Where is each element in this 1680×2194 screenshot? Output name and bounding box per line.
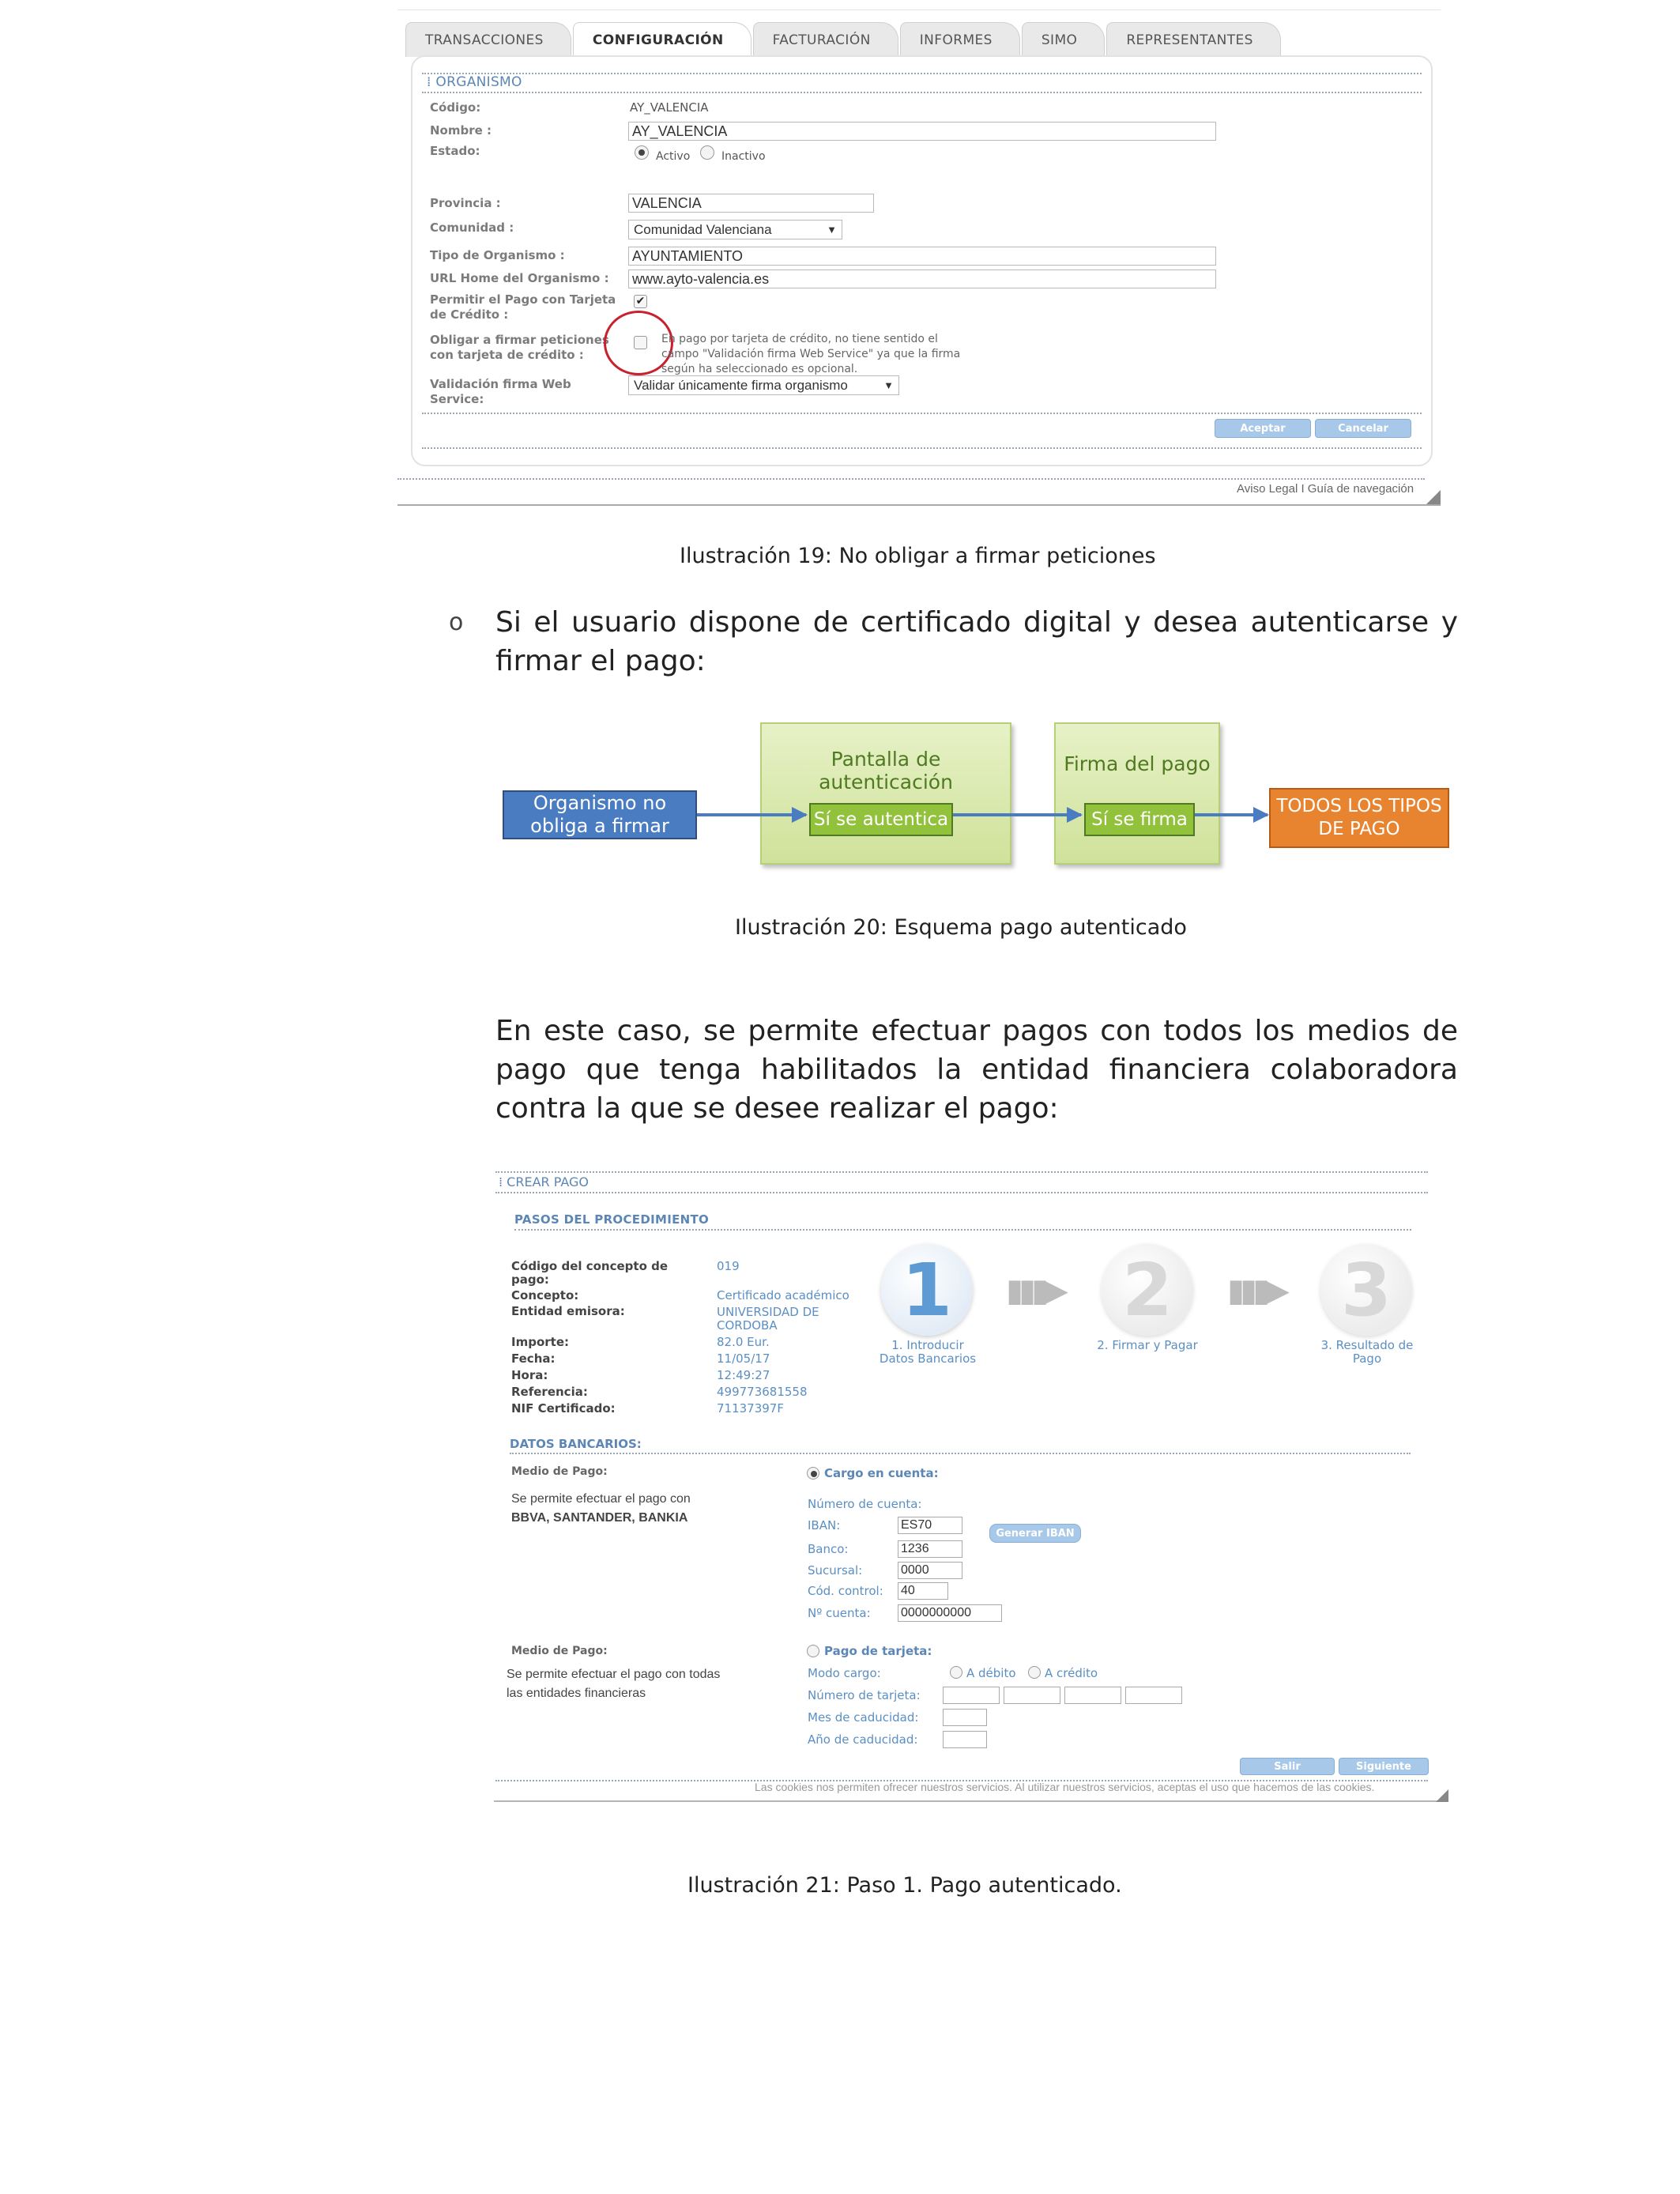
cuenta-note-2: BBVA, SANTANDER, BANKIA: [511, 1511, 688, 1525]
step-arrow-icon: ▮▮▮▶: [1227, 1272, 1285, 1309]
resize-grip-icon: [1426, 490, 1441, 504]
siguiente-button[interactable]: Siguiente: [1339, 1758, 1429, 1775]
numero-cuenta-label: Número de cuenta:: [808, 1497, 922, 1511]
numero-cuenta-input[interactable]: 0000000000: [898, 1604, 1002, 1622]
section-title: [427, 74, 522, 90]
estado-inactivo-label: Inactivo: [721, 150, 766, 163]
fecha-label: Fecha:: [511, 1351, 556, 1366]
validacion-label-1: Validación firma Web: [430, 377, 571, 391]
permitir-checkbox[interactable]: ✔: [634, 295, 647, 308]
datos-bancarios-title: DATOS BANCARIOS:: [510, 1437, 642, 1451]
step-1-label-2: Datos Bancarios: [879, 1351, 977, 1366]
control-input[interactable]: 40: [898, 1582, 948, 1600]
tarjeta-part-4-input[interactable]: [1125, 1687, 1182, 1704]
header-divider: [495, 1192, 1428, 1193]
cancel-button[interactable]: Cancelar: [1315, 419, 1411, 438]
sucursal-input[interactable]: 0000: [898, 1562, 962, 1579]
obligar-label-1: Obligar a firmar peticiones: [430, 333, 609, 347]
panel-divider: [422, 73, 1422, 74]
step-3-label-2: Pago: [1352, 1351, 1382, 1366]
codigo-value: AY_VALENCIA: [630, 100, 709, 115]
datos-divider: [510, 1453, 1411, 1454]
tipo-organismo-label: Tipo de Organismo :: [430, 248, 565, 262]
a-credito-radio[interactable]: [1028, 1666, 1041, 1679]
paragraph-line-2: pago que tenga habilitados la entidad financiera colaboradora: [495, 1054, 1458, 1086]
a-credito-label: A crédito: [1045, 1666, 1098, 1680]
panel-divider: [422, 92, 1422, 93]
validacion-select[interactable]: [628, 375, 899, 395]
dropdown-arrow-icon: ▼: [883, 379, 894, 391]
obligar-note-3: según ha seleccionado es opcional.: [661, 363, 858, 375]
nif-label: NIF Certificado:: [511, 1401, 616, 1416]
steps-title: PASOS DEL PROCEDIMIENTO: [514, 1212, 710, 1227]
cargo-cuenta-radio[interactable]: [807, 1467, 819, 1480]
step-arrow-icon: ▮▮▮▶: [1006, 1272, 1064, 1309]
tipo-organismo-input[interactable]: AYUNTAMIENTO: [628, 247, 1216, 266]
cookies-notice: Las cookies nos permiten ofrecer nuestros servicios. Al utilizar nuestros servicios, aceptas el uso que hacemos de las cookies.: [755, 1781, 1375, 1793]
banco-label: Banco:: [808, 1542, 849, 1556]
medio-pago-label: Medio de Pago:: [511, 1465, 608, 1478]
start-box-line-1: Organismo no: [533, 792, 667, 814]
diagram-arrows: [490, 718, 1462, 876]
url-label: URL Home del Organismo :: [430, 271, 609, 285]
tab-representantes[interactable]: REPRESENTANTES: [1106, 22, 1281, 57]
sucursal-label: Sucursal:: [808, 1563, 863, 1578]
a-debito-label: A débito: [966, 1666, 1016, 1680]
a-debito-radio[interactable]: [950, 1666, 962, 1679]
sign-payment-title: Firma del pago: [1064, 752, 1211, 775]
nif-value: 71137397F: [717, 1401, 784, 1416]
cargo-cuenta-label: Cargo en cuenta:: [824, 1466, 939, 1480]
screenshot-crear-pago: [494, 1168, 1454, 1804]
modo-cargo-label: Modo cargo:: [808, 1666, 881, 1680]
step-3-icon: 3: [1320, 1244, 1412, 1336]
numero-cuenta-field-label: Nº cuenta:: [808, 1606, 871, 1620]
concepto-value: Certificado académico: [717, 1288, 849, 1302]
tab-configuracion[interactable]: CONFIGURACIÓN: [573, 22, 751, 57]
grip-icon: ⁞: [427, 74, 436, 90]
organismo-panel: [411, 55, 1433, 466]
caption-20: Ilustración 20: Esquema pago autenticado: [735, 915, 1187, 940]
comunidad-select-value: Comunidad Valenciana: [634, 221, 772, 237]
numero-tarjeta-label: Número de tarjeta:: [808, 1688, 921, 1702]
pago-tarjeta-radio[interactable]: [807, 1645, 819, 1657]
tab-facturacion[interactable]: FACTURACIÓN: [753, 22, 898, 57]
crear-pago-title-text: CREAR PAGO: [507, 1174, 589, 1189]
validacion-label-2: Service:: [430, 392, 484, 406]
tarjeta-part-3-input[interactable]: [1064, 1687, 1121, 1704]
estado-activo-label: Activo: [656, 150, 691, 163]
anio-caducidad-input[interactable]: [943, 1731, 987, 1748]
tarjeta-part-2-input[interactable]: [1004, 1687, 1060, 1704]
bottom-border: [397, 504, 1441, 506]
main-tabs: [405, 22, 1283, 57]
codigo-concepto-label-2: pago:: [511, 1272, 549, 1287]
importe-value: 82.0 Eur.: [717, 1335, 770, 1349]
bottom-border: [494, 1800, 1446, 1802]
pago-tarjeta-label: Pago de tarjeta:: [824, 1644, 932, 1658]
provincia-label: Provincia :: [430, 196, 501, 210]
referencia-label: Referencia:: [511, 1385, 588, 1399]
control-label: Cód. control:: [808, 1584, 883, 1598]
tarjeta-note-1: Se permite efectuar el pago con todas: [507, 1668, 721, 1681]
resize-grip-icon: [1436, 1789, 1448, 1802]
footer-links[interactable]: Aviso Legal I Guía de navegación: [1237, 482, 1414, 496]
step-2-label-1: 2. Firmar y Pagar: [1097, 1338, 1198, 1352]
entidad-value-1: UNIVERSIDAD DE: [717, 1305, 819, 1319]
salir-button[interactable]: Salir: [1240, 1758, 1335, 1775]
tarjeta-part-1-input[interactable]: [943, 1687, 1000, 1704]
caption-21: Ilustración 21: Paso 1. Pago autenticado.: [687, 1873, 1122, 1898]
entidad-value-2: CORDOBA: [717, 1318, 778, 1333]
bullet-text-line-2: firmar el pago:: [495, 645, 706, 677]
crear-pago-title: [499, 1174, 589, 1189]
estado-label: Estado:: [430, 144, 480, 158]
url-input[interactable]: www.ayto-valencia.es: [628, 270, 1216, 288]
grip-icon: ⁞: [499, 1174, 507, 1189]
mes-caducidad-label: Mes de caducidad:: [808, 1710, 919, 1725]
accept-button[interactable]: Aceptar: [1215, 419, 1311, 438]
estado-inactivo-radio[interactable]: [700, 145, 714, 160]
footer-divider: [397, 478, 1425, 480]
step-1-icon: 1: [881, 1244, 973, 1336]
end-box-line-1: TODOS LOS TIPOS: [1276, 796, 1442, 816]
nombre-label: Nombre :: [430, 123, 492, 138]
comunidad-label: Comunidad :: [430, 221, 514, 235]
anio-caducidad-label: Año de caducidad:: [808, 1732, 918, 1747]
entidad-label: Entidad emisora:: [511, 1304, 625, 1318]
estado-activo-radio[interactable]: [635, 145, 649, 160]
codigo-label: Código:: [430, 100, 481, 115]
nombre-input[interactable]: AY_VALENCIA: [628, 122, 1216, 141]
end-box-line-2: DE PAGO: [1318, 819, 1400, 839]
top-divider: [397, 9, 1441, 10]
bullet-symbol: o: [449, 609, 464, 636]
validacion-select-value: Validar únicamente firma organismo: [634, 377, 848, 393]
iban-input[interactable]: ES70: [898, 1517, 962, 1534]
tab-simo[interactable]: SIMO: [1022, 22, 1105, 57]
authenticate-yes-box: Sí se autentica: [809, 803, 953, 836]
hora-label: Hora:: [511, 1368, 548, 1382]
referencia-value: 499773681558: [717, 1385, 808, 1399]
banco-input[interactable]: 1236: [898, 1540, 962, 1558]
provincia-input[interactable]: VALENCIA: [628, 194, 874, 213]
panel-divider: [422, 413, 1422, 414]
paragraph-line-1: En este caso, se permite efectuar pagos con todos los medios de: [495, 1015, 1458, 1047]
caption-19: Ilustración 19: No obligar a firmar peticiones: [680, 544, 1156, 568]
tab-informes[interactable]: INFORMES: [900, 22, 1020, 57]
mes-caducidad-input[interactable]: [943, 1709, 987, 1726]
authenticated-payment-diagram: [490, 718, 1462, 876]
codigo-concepto-label-1: Código del concepto de: [511, 1259, 669, 1273]
steps-divider: [514, 1229, 1411, 1231]
hora-value: 12:49:27: [717, 1368, 770, 1382]
iban-label: IBAN:: [808, 1518, 841, 1532]
header-divider: [495, 1171, 1428, 1173]
obligar-label-2: con tarjeta de crédito :: [430, 348, 584, 362]
concepto-label: Concepto:: [511, 1288, 579, 1302]
obligar-note-1: En pago por tarjeta de crédito, no tiene sentido el: [661, 333, 938, 345]
paragraph-line-3: contra la que se desee realizar el pago:: [495, 1092, 1059, 1125]
obligar-note-2: campo "Validación firma Web Service" ya que la firma: [661, 348, 961, 360]
dropdown-arrow-icon: ▼: [827, 224, 837, 236]
section-title-text: ORGANISMO: [435, 74, 522, 90]
panel-divider: [422, 447, 1422, 449]
start-box-line-2: obliga a firmar: [530, 815, 669, 837]
fecha-value: 11/05/17: [717, 1351, 770, 1366]
permitir-label-2: de Crédito :: [430, 307, 509, 322]
cuenta-note-1: Se permite efectuar el pago con: [511, 1492, 691, 1506]
authentication-screen-title: Pantalla de autenticación: [819, 748, 953, 794]
comunidad-select[interactable]: [628, 220, 842, 239]
tarjeta-note-2: las entidades financieras: [507, 1687, 646, 1700]
step-1-label-1: 1. Introducir: [891, 1338, 964, 1352]
screenshot-organismo-config: [397, 0, 1441, 507]
step-2-icon: 2: [1102, 1244, 1193, 1336]
sign-yes-box: Sí se firma: [1084, 803, 1195, 836]
step-3-label-1: 3. Resultado de: [1320, 1338, 1414, 1352]
medio-pago-label-2: Medio de Pago:: [511, 1645, 608, 1657]
tab-transacciones[interactable]: TRANSACCIONES: [405, 22, 571, 57]
codigo-concepto-value: 019: [717, 1259, 740, 1273]
generar-iban-button[interactable]: Generar IBAN: [989, 1524, 1081, 1543]
permitir-label-1: Permitir el Pago con Tarjeta: [430, 292, 616, 307]
bullet-text-line-1: Si el usuario dispone de certificado digital y desea autenticarse y: [495, 606, 1458, 639]
importe-label: Importe:: [511, 1335, 569, 1349]
